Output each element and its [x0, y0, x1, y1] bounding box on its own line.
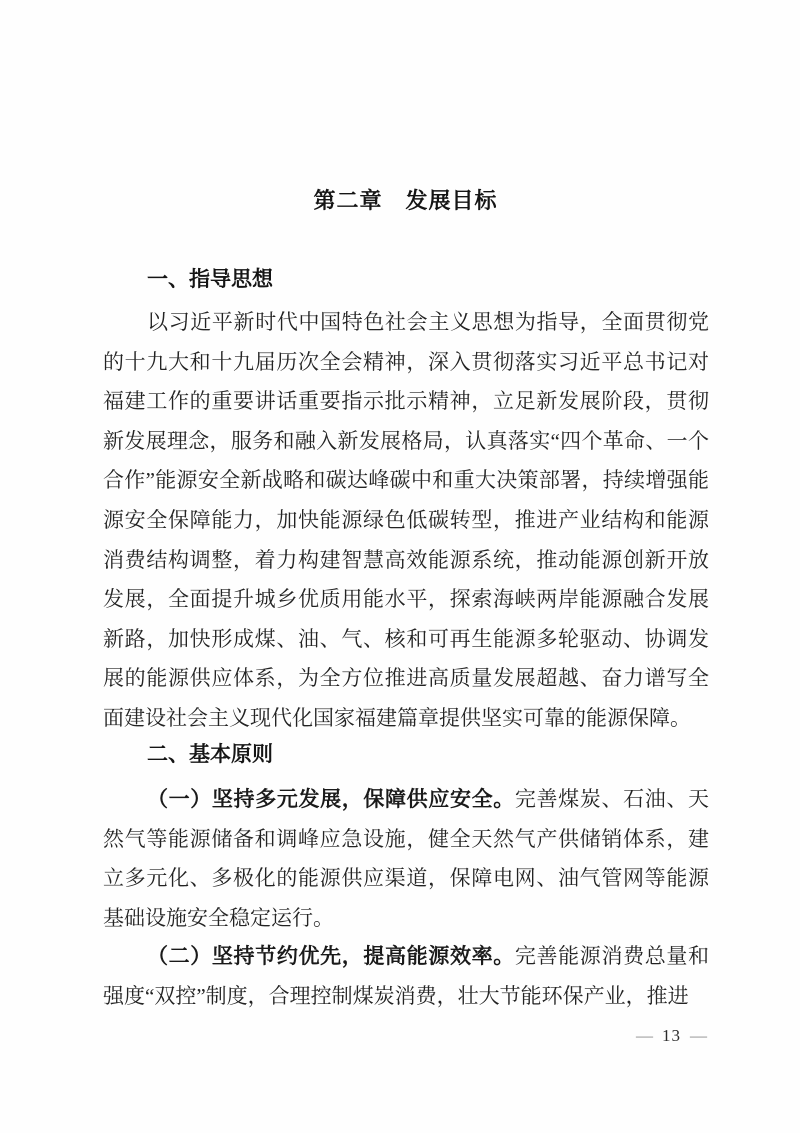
page-footer — [103, 1026, 707, 1046]
section-heading-guiding-thought: 一、指导思想 — [147, 268, 273, 291]
paragraph-guiding-thought: 以习近平新时代中国特色社会主义思想为指导，全面贯彻党的十九大和十九届历次全会精神，深入贯彻落实习近平总书记对福建工作的重要讲话重要指示批示精神，立足新发展阶段，贯彻新发展理念，服务和融入新发展格局，认真落实“四个革命、一个合作”能源安全新战略和碳达峰碳中和重大决策部署，持续增强能源安全保障能力，加快能源绿色低碳转型，推进产业结构和能源消费结构调整，着力构建智慧高效能源系统，推动能源创新开放发展，全面提升城乡优质用能水平，探索海峡两岸能源融合发展新路，加快形成煤、油、气、核和可再生能源多轮驱动、协调发展的能源供应体系，为全方位推进高质量发展超越、奋力谱写全面建设社会主义现代化国家福建篇章提供坚实可靠的能源保障。 — [103, 310, 709, 730]
principle-2-body: 完善能源消费总量和强度“双控”制度，合理控制煤炭消费，壮大节能环保产业，推进 — [103, 944, 710, 1008]
footer-dash-right: — — [690, 1026, 707, 1045]
paragraph-principle-2 — [103, 937, 709, 1016]
paragraph-principle-1 — [103, 780, 709, 938]
page-number: 13 — [662, 1026, 681, 1045]
section-heading-basic-principles: 二、基本原则 — [147, 743, 273, 766]
chapter-title: 第二章 发展目标 — [313, 188, 498, 213]
principle-2-lead: （二）坚持节约优先，提高能源效率。 — [147, 944, 515, 968]
footer-dash-left: — — [636, 1026, 653, 1045]
principle-1-lead: （一）坚持多元发展，保障供应安全。 — [147, 787, 515, 811]
principle-1-body: 完善煤炭、石油、天然气等能源储备和调峰应急设施，健全天然气产供储销体系，建立多元化、多极化的能源供应渠道，保障电网、油气管网等能源基础设施安全稳定运行。 — [103, 787, 710, 930]
